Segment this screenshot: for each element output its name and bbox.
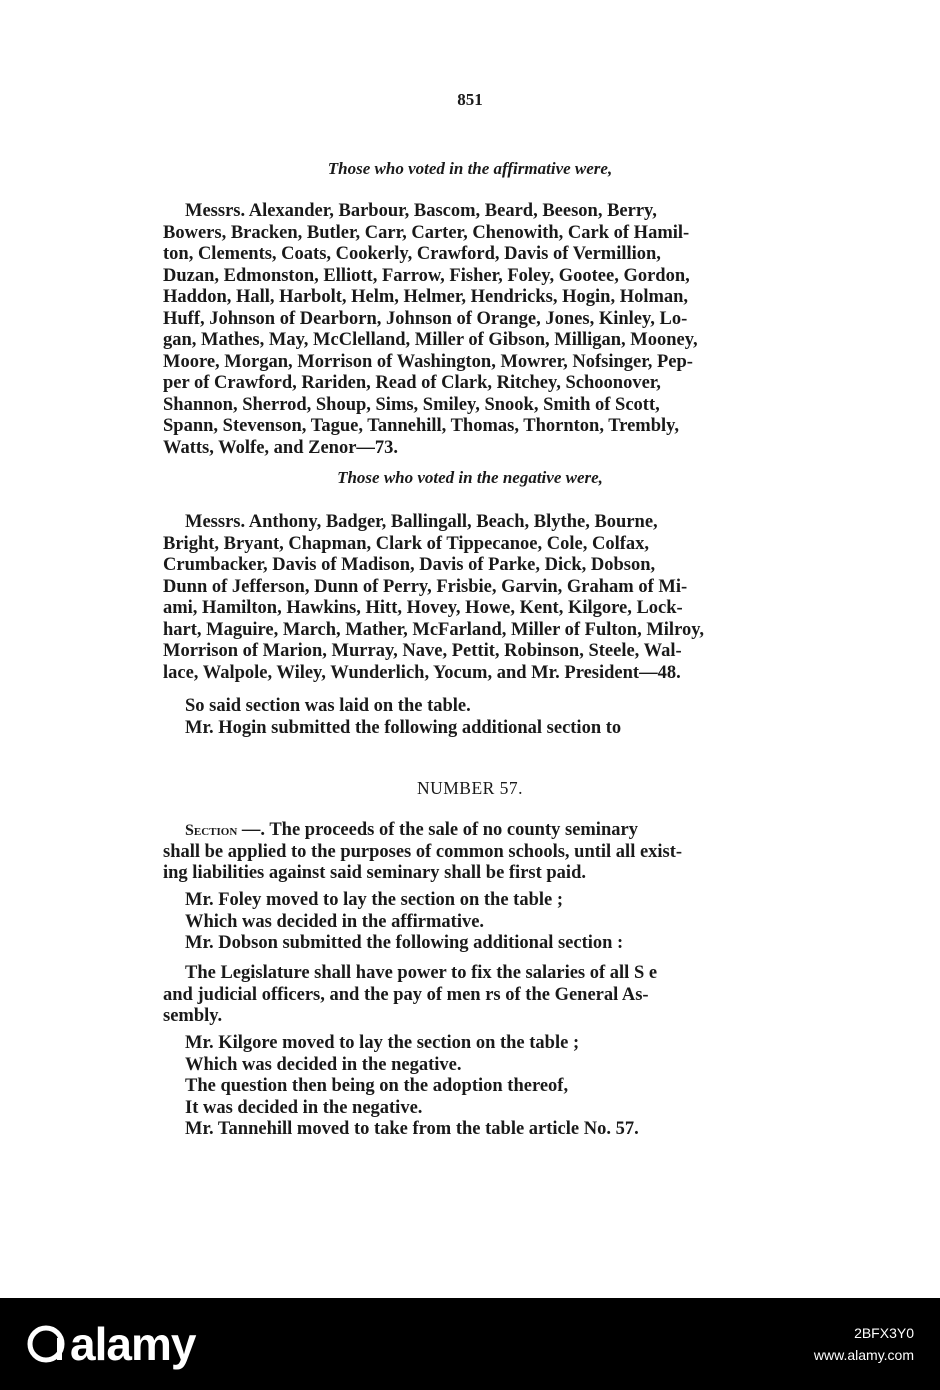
- section-first-line: [163, 820, 767, 842]
- affirmative-line: Duzan, Edmonston, Elliott, Farrow, Fisher, Foley, Gootee, Gordon,: [163, 265, 690, 286]
- alamy-logo-text: alamy: [70, 1318, 196, 1370]
- number-heading: NUMBER 57.: [416, 778, 524, 798]
- proceedings-line: Which was decided in the negative.: [185, 1054, 462, 1075]
- negative-heading: Those who voted in the negative were,: [337, 468, 603, 487]
- section-line: shall be applied to the purposes of common schools, until all exist-: [163, 841, 683, 862]
- legislature-text: [163, 963, 767, 1028]
- alamy-logo: [26, 1317, 195, 1371]
- negative-voters: [163, 512, 767, 684]
- stock-image-info: [814, 1322, 914, 1366]
- watermark-footer: [0, 1298, 940, 1390]
- negative-line: hart, Maguire, March, Mather, McFarland, Miller of Fulton, Milroy,: [163, 619, 705, 640]
- section-line: ing liabilities against said seminary shall be first paid.: [163, 863, 586, 883]
- proceedings-line: Mr. Hogin submitted the following additional section to: [185, 717, 622, 738]
- section-label: Section: [185, 822, 238, 839]
- affirmative-line: Watts, Wolfe, and Zenor—73.: [163, 437, 399, 458]
- proceedings-block-1: [163, 696, 767, 739]
- legislature-line: The Legislature shall have power to fix the salaries of all S e: [185, 963, 658, 983]
- negative-line: lace, Walpole, Wiley, Wunderlich, Yocum, and Mr. President—48.: [163, 662, 681, 683]
- proceedings-line: Which was decided in the affirmative.: [185, 911, 485, 932]
- affirmative-line: Huff, Johnson of Dearborn, Johnson of Orange, Jones, Kinley, Lo-: [163, 308, 688, 329]
- proceedings-line: Mr. Tannehill moved to take from the table article No. 57.: [185, 1119, 639, 1139]
- affirmative-line: gan, Mathes, May, McClelland, Miller of Gibson, Milligan, Mooney,: [163, 330, 698, 350]
- negative-line: Messrs. Anthony, Badger, Ballingall, Beach, Blythe, Bourne,: [185, 512, 658, 532]
- negative-line: ami, Hamilton, Hawkins, Hitt, Hovey, Howe, Kent, Kilgore, Lock-: [163, 598, 683, 618]
- stock-url: www.alamy.com: [813, 1347, 914, 1363]
- proceedings-line: Mr. Dobson submitted the following additional section :: [185, 933, 624, 953]
- affirmative-voters: [163, 201, 767, 459]
- proceedings-line: So said section was laid on the table.: [185, 696, 471, 716]
- negative-line: Crumbacker, Davis of Madison, Davis of Parke, Dick, Dobson,: [163, 555, 656, 575]
- page-number: 851: [457, 90, 483, 109]
- negative-line: Bright, Bryant, Chapman, Clark of Tippecanoe, Cole, Colfax,: [163, 533, 649, 554]
- section-line: —. The proceeds of the sale of no county seminary: [237, 820, 638, 840]
- alamy-mark-icon: [26, 1324, 66, 1364]
- proceedings-line: It was decided in the negative.: [185, 1097, 423, 1118]
- stock-image-id: 2BFX3Y0: [854, 1325, 914, 1341]
- affirmative-line: Spann, Stevenson, Tague, Tannehill, Thomas, Thornton, Trembly,: [163, 416, 679, 436]
- affirmative-line: Bowers, Bracken, Butler, Carr, Carter, Chenowith, Cark of Hamil-: [163, 222, 690, 243]
- affirmative-heading: Those who voted in the affirmative were,: [327, 159, 613, 178]
- legislature-line: sembly.: [163, 1006, 223, 1026]
- affirmative-line: ton, Clements, Coats, Cookerly, Crawford, Davis of Vermillion,: [163, 244, 661, 264]
- proceedings-block-3: [163, 1033, 767, 1141]
- affirmative-line: Moore, Morgan, Morrison of Washington, Mowrer, Nofsinger, Pep-: [163, 351, 693, 372]
- section-text: [163, 820, 767, 885]
- proceedings-line: Mr. Foley moved to lay the section on the table ;: [185, 890, 563, 910]
- affirmative-line: Haddon, Hall, Harbolt, Helm, Helmer, Hendricks, Hogin, Holman,: [163, 287, 689, 307]
- proceedings-block-2: [163, 890, 767, 955]
- affirmative-line: per of Crawford, Rariden, Read of Clark, Ritchey, Schoonover,: [163, 373, 661, 393]
- negative-line: Dunn of Jefferson, Dunn of Perry, Frisbie, Garvin, Graham of Mi-: [163, 576, 688, 597]
- affirmative-line: Shannon, Sherrod, Shoup, Sims, Smiley, Snook, Smith of Scott,: [163, 394, 660, 415]
- legislature-line: and judicial officers, and the pay of men rs of the General As-: [163, 984, 649, 1005]
- affirmative-line: Messrs. Alexander, Barbour, Bascom, Beard, Beeson, Berry,: [185, 201, 657, 221]
- negative-line: Morrison of Marion, Murray, Nave, Pettit, Robinson, Steele, Wal-: [163, 641, 682, 661]
- proceedings-line: Mr. Kilgore moved to lay the section on the table ;: [185, 1033, 580, 1053]
- proceedings-line: The question then being on the adoption thereof,: [185, 1076, 569, 1096]
